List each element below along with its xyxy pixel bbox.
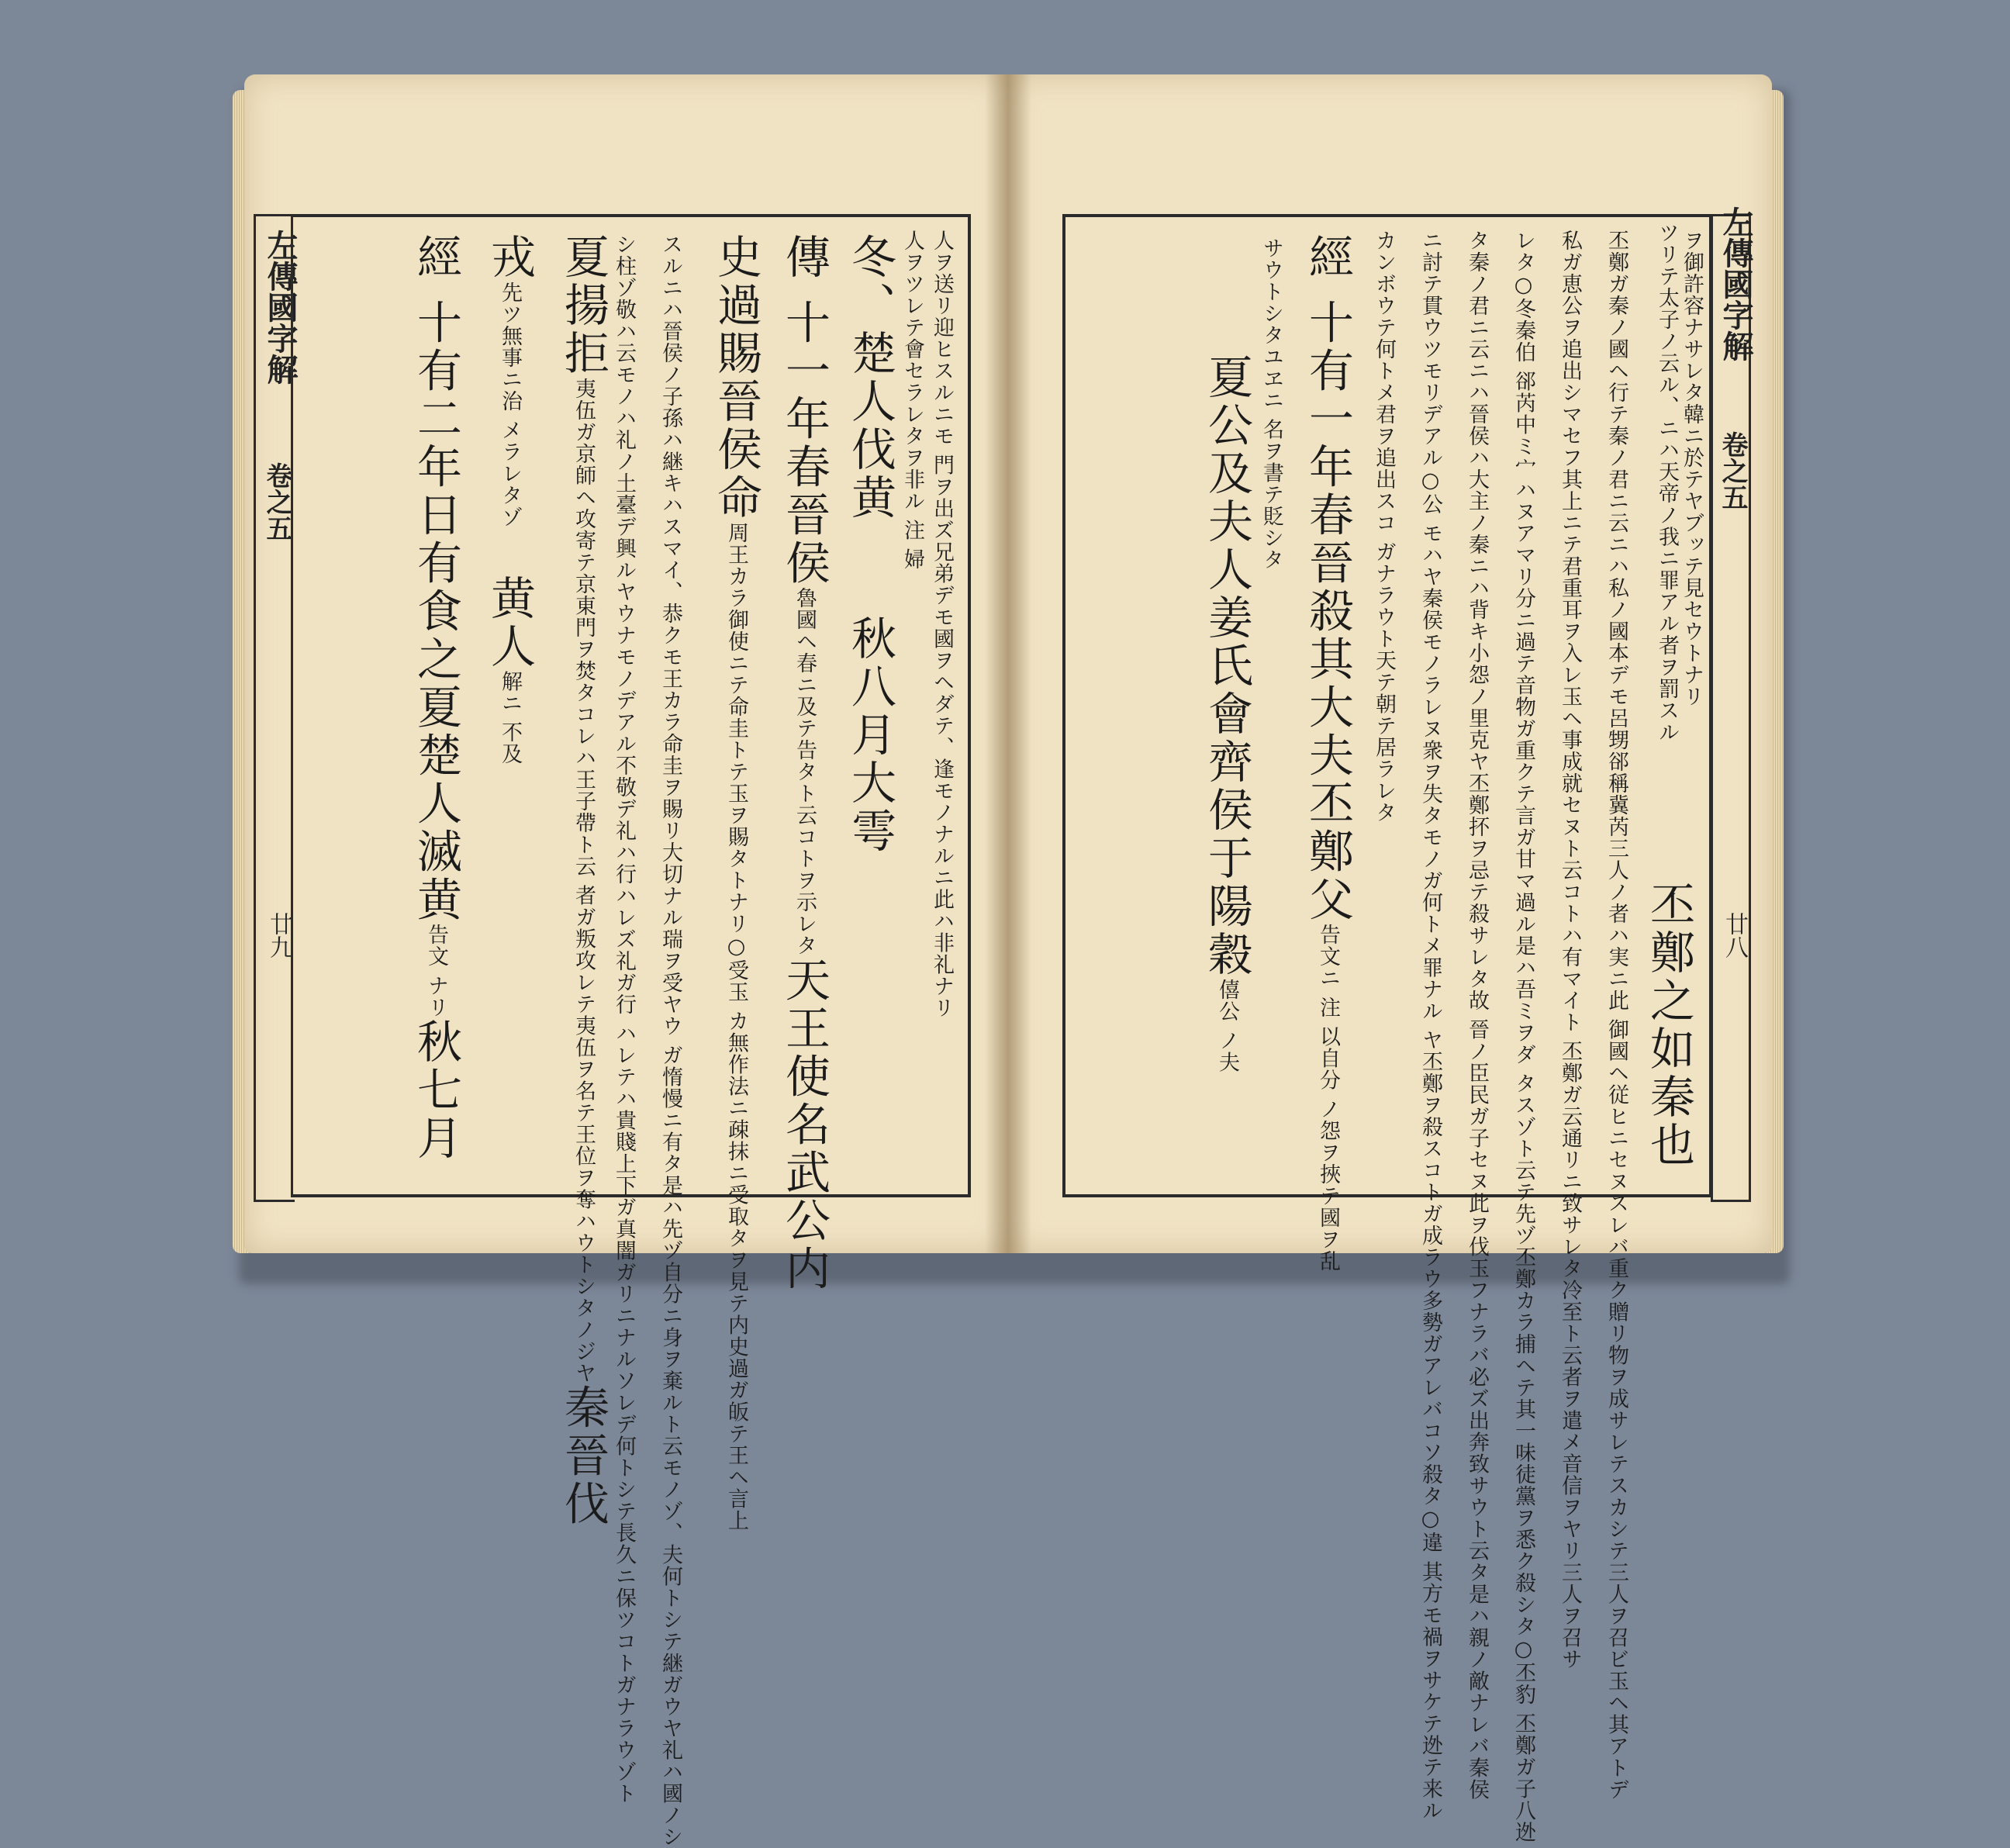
open-book: [233, 74, 1784, 1848]
right-col-4: 丕鄭ガ秦ノ國ヘ行テ秦ノ君ニ云ニハ私ノ國本デモ呂甥郤稱冀芮三人ノ者ハ実ニ此 御國ヘ従ヒニセヌスレバ重ク贈リ物ヲ成サレテスカシテ三人ヲ召ビ玉ヘ其アトデ: [1604, 230, 1628, 1801]
right-col-10: 經 十有一年春晉殺其大夫丕鄭父告文ニ 注 以自分 ノ怨ヲ挾テ國ヲ乱: [1301, 233, 1354, 1273]
left-col-3: 冬、楚人伐黄秋八月大雩: [844, 233, 896, 855]
left-col-5: 史過賜晉侯命周王カラ御使ニテ命圭トテ玉ヲ賜タトナリ○受玉 カ無作法ニ疎抹ニ受取タヲ見テ内史過ガ皈テ王ヘ言上: [710, 233, 762, 1532]
right-col-5: 私ガ恵公ヲ追出シマセフ其上ニテ君重耳ヲ入レ玉ヘ事成就セヌト云コトハ有マイト 丕鄭ガ云通リニ致サレタ冷至ト云者ヲ遣メ音信ヲヤリ三人ヲ召サ: [1558, 230, 1582, 1670]
left-col-8: 夏揚拒夷伍ガ京師ヘ攻寄テ京東門ヲ焚タコレハ王子帶ト云 者ガ叛攻レテ夷伍ヲ名テ王位ヲ奪ハウトシタノジヤ秦晉伐: [557, 233, 610, 1528]
left-page-number: 廿九: [265, 912, 292, 959]
left-col-10: 經 十有二年日有食之夏楚人滅黄告文 ナリ秋七月: [409, 233, 462, 1163]
right-col-12: 夏公及夫人姜氏會齊侯于陽穀僖公 ノ夫: [1200, 354, 1253, 1073]
right-col-6: レタ○冬秦伯 郤芮中ミ宀ハヌアマリ分ニ過テ音物ガ重クテ言ガ甘マ過ル是ハ吾ミヲダ タスゾト云テ先ヅ丕鄭カラ捕ヘテ其一味徒黨ヲ悉ク殺シタ○丕豹 丕鄭ガ子八迯: [1511, 230, 1535, 1843]
right-col-2: ヲ御許容ナサレタ韓ニ於テヤブッテ見セウトナリ: [1680, 230, 1704, 707]
right-col-9: カンボウテ何トメ君ヲ追出スコ ガナラウト天テ朝テ居ラレタ: [1372, 230, 1396, 824]
right-margin-title: 左傳國字解: [1718, 206, 1754, 361]
right-col-3: ツリテ太子ノ云ル、ニハ天帝ノ我ニ罪アル者ヲ罰スル: [1655, 222, 1679, 743]
left-col-9: 戎先ツ無事ニ治 メラレタゾ黄人解ニ 不及: [483, 233, 536, 765]
left-col-4: 傳 十一年春晉侯魯國ヘ春ニ及テ告タト云コトヲ示レタ天王使名武公内: [778, 233, 831, 1294]
left-col-7: シ柱ゾ敬ハ云モノハ礼ノ土臺デ興ルヤウナモノデアル不敬デ礼ハ行ハレズ礼ガ行 ハレテハ貴賤上下ガ真闇ガリニナルソレデ何トシテ長久ニ保ツコトガナラウゾト: [612, 233, 636, 1805]
right-margin-strip: [1711, 214, 1751, 1202]
right-col-11: サウトシタユヱニ 名ヲ書テ貶シタ: [1259, 237, 1283, 571]
book-gutter: [985, 74, 1031, 1253]
right-col-8: ニ討テ貫ウツモリデアル○公 モハヤ秦侯モノラレヌ衆ヲ失タモノガ何トメ罪ナル ヤ丕鄭ヲ殺スコトガ成ラウ多勢ガアレバコソ殺タ○違 其方モ禍ヲサケテ迯テ来ル: [1418, 230, 1442, 1822]
left-col-1: 人ヲ送リ迎ヒスルニモ 門ヲ出ズ兄弟デモ國ヲヘダテ、逢モノナルニ此ハ非礼ナリ: [930, 230, 954, 1019]
left-margin-volume: 卷之五: [261, 462, 292, 541]
right-col-1: 丕鄭之如秦也: [1642, 881, 1695, 1169]
right-margin-volume: 卷之五: [1717, 431, 1748, 510]
left-col-6: スルニハ晉侯ノ子孫ハ継キハスマイ、恭クモ王カラ命圭ヲ賜リ大切ナル瑞ヲ受ヤウ ガ惰慢ニ有タ是ハ先ヅ自分ニ身ヲ棄ルト云モノゾ、夫何トシテ継ガウヤ礼ハ國ノシ: [658, 233, 682, 1848]
left-page: [244, 74, 1008, 1848]
left-col-2: 人ヲツレテ會セラレタヲ非ル 注 婦: [900, 230, 924, 571]
right-col-7: タ秦ノ君ニ云ニハ晉侯ハ大主ノ秦ニハ背キ小怨ノ里克ヤ丕鄭抔ヲ忌テ殺サレタ故 晉ノ臣民ガ子セヌ此ヲ伐玉フナラバ必ズ出奔致サウト云タ是ハ親ノ敵ナレバ秦侯: [1465, 230, 1489, 1801]
right-page-number: 廿八: [1721, 912, 1748, 959]
right-page: [1008, 74, 1772, 1843]
left-margin-title: 左傳國字解: [262, 230, 299, 385]
